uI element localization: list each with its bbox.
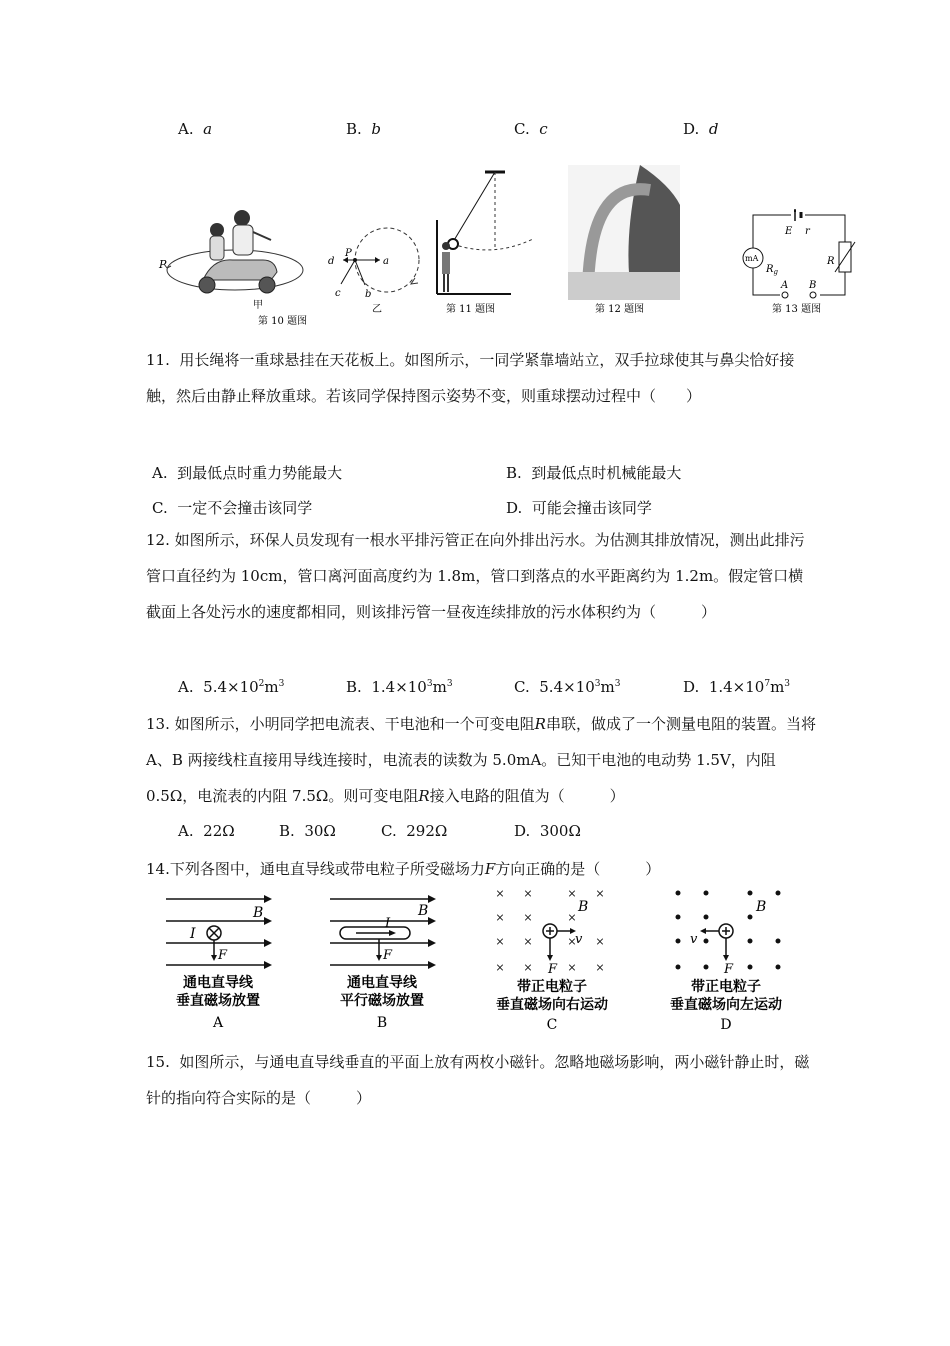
fig10-label-P: P <box>159 258 167 271</box>
q12-text: 如图所示，环保人员发现有一根水平排污管正在向外排出污水。为估测其排放情况，测出此排污管口直径约为 10cm，管口离河面高度约为 1.8m，管口到落点的水平距离约为 1.2m。假定管口横截面上各处污水的速度都相同，则该排污管一昼夜连续排放的污水体积约为（ ） <box>146 531 805 621</box>
fig10-caption: 第 10 题图 <box>258 316 308 327</box>
q11-option-c: C. 一定不会撞击该同学 <box>152 499 313 517</box>
fig13-label-R: R <box>827 256 835 267</box>
fig13-caption: 第 13 题图 <box>772 304 822 315</box>
q14-number: 14. <box>146 860 170 878</box>
q12-number: 12. <box>146 531 170 549</box>
q14b-letter: B <box>376 1015 388 1031</box>
fig11-caption: 第 11 题图 <box>446 304 496 315</box>
q14a-line2: 垂直磁场放置 <box>176 993 260 1009</box>
q14c-label-F: F <box>548 962 558 977</box>
q14-panel-d <box>670 891 782 1034</box>
q14-panel-c <box>495 887 608 1033</box>
fig10-label-d: d <box>328 256 335 267</box>
svg-text:×: × <box>523 961 533 974</box>
svg-text:×: × <box>523 935 533 948</box>
fig13-label-r: r <box>805 226 810 237</box>
svg-text:×: × <box>495 935 505 948</box>
figures-svg <box>155 160 855 327</box>
q13-option-d: D. 300Ω <box>514 822 581 840</box>
q14a-letter: A <box>212 1015 224 1031</box>
q15-text: 如图所示，与通电直导线垂直的平面上放有两枚小磁针。忽略地磁场影响，两小磁针静止时，磁针的指向符合实际的是（ ） <box>146 1053 810 1107</box>
fig10-yi-label-P: P <box>345 248 352 259</box>
svg-text:×: × <box>523 887 533 900</box>
q14c-label-v: v <box>575 932 583 947</box>
q13-number: 13. <box>146 715 170 733</box>
q14d-label-B: B <box>756 899 767 915</box>
fig10-label-jia: 甲 <box>253 300 263 311</box>
q14a-label-F: F <box>218 948 228 963</box>
q14d-line1: 带正电粒子 <box>691 979 761 995</box>
q14d-label-v: v <box>690 932 698 947</box>
svg-text:×: × <box>495 887 505 900</box>
q11-number: 11. <box>146 351 170 369</box>
fig13-label-E: E <box>785 226 793 237</box>
q13-text-c: 接入电路的阻值为（ ） <box>429 787 625 805</box>
fig11-illustration <box>437 172 533 315</box>
q10-option-a: A. a <box>178 120 213 138</box>
q11-option-a: A. 到最低点时重力势能最大 <box>152 464 343 482</box>
q14-figure <box>160 885 800 1035</box>
q14b-label-B: B <box>418 903 429 919</box>
svg-text:×: × <box>595 935 605 948</box>
q14a-line1: 通电直导线 <box>183 975 253 991</box>
q15-number: 15. <box>146 1053 170 1071</box>
fig10-label-b: b <box>365 289 372 300</box>
q14d-line2: 垂直磁场向左运动 <box>670 997 782 1013</box>
q14-text-a: 下列各图中，通电直导线或带电粒子所受磁场力 <box>169 860 485 878</box>
q14c-line2: 垂直磁场向右运动 <box>496 997 608 1013</box>
fig13-label-Rg-sub: g <box>773 268 779 276</box>
q14b-label-I: I <box>385 916 391 931</box>
svg-text:×: × <box>595 887 605 900</box>
q14-text-b: 方向正确的是（ ） <box>495 860 661 878</box>
q13-option-a: A. 22Ω <box>178 822 235 840</box>
q10-option-d: D. d <box>683 120 719 138</box>
svg-text:×: × <box>567 961 577 974</box>
q14-figures-svg <box>160 885 800 1035</box>
fig10-yi-diagram <box>328 228 419 315</box>
fig10-jia-illustration <box>158 210 307 327</box>
q14-symbol-F: F <box>484 860 496 878</box>
question-13 <box>146 706 816 814</box>
fig12-illustration <box>568 165 680 315</box>
q12-option-d: D. $1.4\times 10^7m^3$ <box>683 678 791 696</box>
fig12-caption: 第 12 题图 <box>595 304 645 315</box>
fig13-label-A: A <box>781 280 789 291</box>
q13-text-a: 如图所示，小明同学把电流表、干电池和一个可变电阻 <box>174 715 535 733</box>
q14-panel-b <box>330 895 436 1031</box>
q13-option-b: B. 30Ω <box>279 822 336 840</box>
svg-text:×: × <box>495 911 505 924</box>
fig13-label-B: B <box>809 280 817 291</box>
question-11 <box>146 342 816 414</box>
q11-option-b: B. 到最低点时机械能最大 <box>506 464 682 482</box>
fig13-circuit <box>743 209 855 315</box>
q14c-label-B: B <box>578 899 589 915</box>
svg-text:Rg <box>765 264 779 276</box>
q11-text: 用长绳将一重球悬挂在天花板上。如图所示，一同学紧靠墙站立，双手拉球使其与鼻尖恰好接触，然后由静止释放重球。若该同学保持图示姿势不变，则重球摆动过程中（ ） <box>146 351 795 405</box>
q13-text-b: 串联，做成了一个测量电阻的装置。当将 A、B 两接线柱直接用导线连接时，电流表的读数为 5.0mA。已知干电池的电动势 1.5V，内阻 0.5Ω，电流表的内阻 7.5Ω。则可变电阻 <box>146 715 816 805</box>
svg-text:×: × <box>495 961 505 974</box>
fig10-label-yi: 乙 <box>372 304 382 315</box>
q12-option-a: A. $5.4\times 10^2m^3$ <box>178 678 285 696</box>
svg-text:×: × <box>567 887 577 900</box>
q13-symbol-R: R <box>534 715 546 733</box>
q12-option-b: B. $1.4\times 10^3m^3$ <box>346 678 453 696</box>
svg-text:×: × <box>595 961 605 974</box>
fig10-label-c: c <box>335 288 341 299</box>
q10-option-b: B. b <box>346 120 381 138</box>
q14a-label-I: I <box>190 926 196 942</box>
q13-option-c: C. 292Ω <box>381 822 448 840</box>
question-12 <box>146 522 816 630</box>
q14-panel-a <box>166 895 272 1031</box>
q14b-line1: 通电直导线 <box>347 975 417 991</box>
fig13-label-mA: mA <box>745 254 759 263</box>
fig13-label-Rg: R <box>766 264 774 275</box>
question-14 <box>146 858 660 879</box>
q14d-letter: D <box>720 1017 732 1033</box>
q14a-label-B: B <box>253 905 264 921</box>
q12-option-c: C. $5.4\times 10^3m^3$ <box>514 678 621 696</box>
q14c-letter: C <box>546 1017 558 1033</box>
svg-text:×: × <box>567 935 577 948</box>
q14c-line1: 带正电粒子 <box>517 979 587 995</box>
question-15 <box>146 1044 816 1116</box>
q14b-label-F: F <box>383 948 393 963</box>
fig10-label-a: a <box>383 256 389 267</box>
q14b-line2: 平行磁场放置 <box>340 993 424 1009</box>
q13-symbol-R-2: R <box>418 787 430 805</box>
q11-option-d: D. 可能会撞击该同学 <box>506 499 652 517</box>
figure-row <box>155 160 855 327</box>
svg-text:×: × <box>523 911 533 924</box>
q10-option-c: C. c <box>514 120 548 138</box>
svg-text:×: × <box>567 911 577 924</box>
q14d-label-F: F <box>724 962 734 977</box>
